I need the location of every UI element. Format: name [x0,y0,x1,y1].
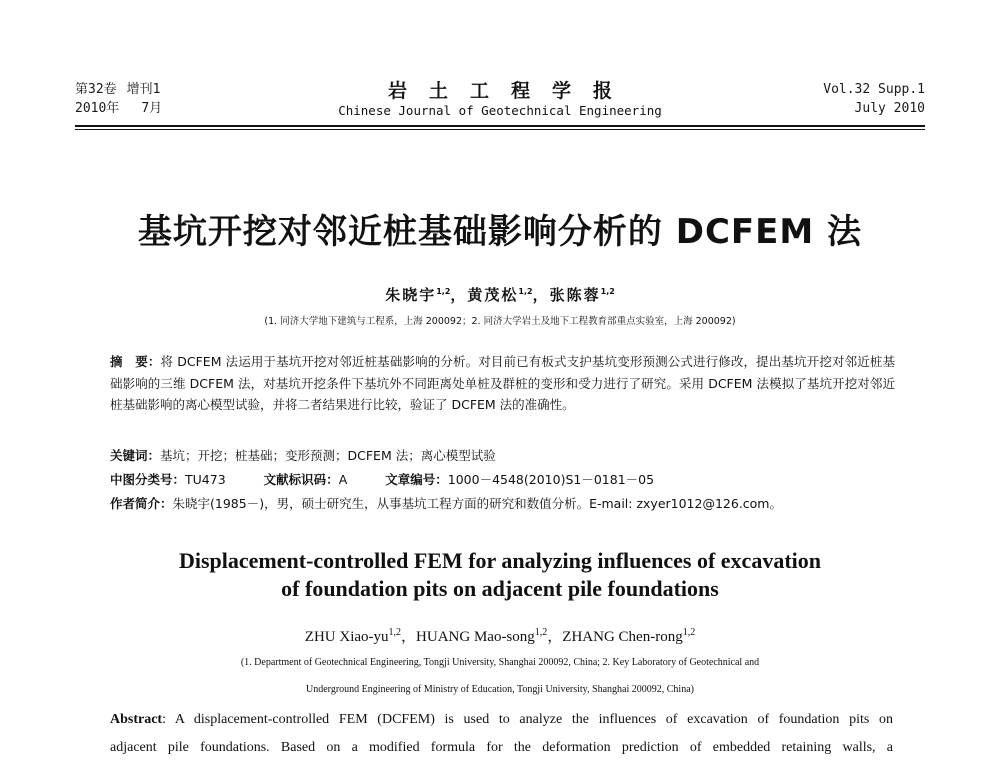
clc-value: TU473 [185,472,226,487]
keywords-cn [110,447,910,465]
journal-name [75,80,925,120]
authors-en: ZHU Xiao-yu$^{1,2}$，HUANG Mao-song$^{1,2}$，ZHANG Chen-rong$^{1,2}$ [304,627,696,645]
affiliation-cn: (1. 同济大学地下建筑与工程系，上海 200092；2. 同济大学岩土及地下工程教育部重点实验室，上海 200092) [264,316,736,327]
abstract-en-text1: : A displacement-controlled FEM (DCFEM) is used to analyze the influences of excavation of foundation pits on [162,712,893,727]
abstract-en-label: Abstract [110,712,163,727]
author-cn-name: 张陈蓉 [549,286,601,304]
header-month-cn: 7月 [141,101,163,116]
article-number-label: 文章编号： [385,472,448,487]
header-rule [75,125,925,127]
author-en-name: ZHANG Chen-rong [562,629,683,645]
paper-title-en-line1: Displacement-controlled FEM for analyzing influences of excavation [178,548,821,573]
abstract-en-line2: adjacent pile foundations. Based on a modified formula for the deformation prediction of embedded retaining walls, a [110,740,893,755]
author-cn-sup: 1,2 [600,287,615,296]
author-en-name: HUANG Mao-song [416,629,535,645]
doc-code-value: A [338,472,348,487]
author-intro [110,495,910,513]
keywords-cn-label: 关键词： [110,448,161,463]
abstract-cn-label: 摘 要： [110,354,161,369]
abstract-cn-text: 将 DCFEM 法运用于基坑开挖对邻近桩基础影响的分析。对目前已有板式支护基坑变形预测公式进行修改，提出基坑开挖对邻近桩基础影响的三维 DCFEM 法，对基坑开挖条件下基坑外不同距离处单桩及群桩的变形和受力进行了研究。采用 DCFEM 法模拟了基坑开挖对邻近桩基础影响的离心模型试验，并将二者结果进行比较，验证了 DCFEM 法的准确性。 [110,354,895,412]
article-number-value: 1000－4548(2010)S1－0181－05 [447,472,655,487]
paper-title-en-line2: of foundation pits on adjacent pile foundations [281,576,719,601]
affiliation-en-line1: (1. Department of Geotechnical Engineering, Tongji University, Shanghai 200092, China; 2. Key Laboratory of Geotechnical and [240,657,760,668]
author-en-sup: 1,2 [388,627,402,638]
abstract-en [110,706,893,760]
keywords-cn-text: 基坑；开挖；桩基础；变形预测；DCFEM 法；离心模型试验 [160,448,496,463]
header-date-en: July 2010 [854,101,925,116]
abstract-en-line1 [110,706,893,734]
running-header [75,80,925,122]
author-cn-sup: 1,2 [518,287,533,296]
journal-name-en: Chinese Journal of Geotechnical Engineering [338,103,662,118]
authors-cn: 朱晓宇$^{1,2}$，黄茂松$^{1,2}$，张陈蓉$^{1,2}$ [385,286,615,304]
author-en-sup: 1,2 [534,627,548,638]
affiliation-en-line2: Underground Engineering of Ministry of Education, Tongji University, Shanghai 200092, China) [306,684,694,695]
header-rule-thin [75,129,925,130]
header-volume-info-en [823,80,925,118]
paper-title-en [0,547,1000,603]
author-en-name: ZHU Xiao-yu [304,629,389,645]
header-volume-cn: 第32卷 [75,82,117,97]
author-cn-name: 朱晓宇 [385,286,437,304]
header-issue-cn: 增刊1 [126,82,161,97]
author-cn-sup: 1,2 [436,287,451,296]
author-en-sup: 1,2 [682,627,696,638]
clc-label: 中图分类号： [110,472,186,487]
classification-row [110,471,910,489]
author-intro-label: 作者简介： [110,496,173,511]
author-intro-text: 朱晓宇(1985－)，男，硕士研究生，从事基坑工程方面的研究和数值分析。E-mail: zxyer1012@126.com。 [172,496,782,511]
header-volume-en: Vol.32 Supp.1 [823,82,925,97]
doc-code-label: 文献标识码： [263,472,339,487]
author-cn-name: 黄茂松 [467,286,519,304]
journal-name-cn: 岩土工程学报 [387,80,634,102]
abstract-cn [110,351,895,416]
header-year-cn: 2010年 [75,101,120,116]
paper-title-cn: 基坑开挖对邻近桩基础影响分析的 DCFEM 法 [137,212,863,252]
